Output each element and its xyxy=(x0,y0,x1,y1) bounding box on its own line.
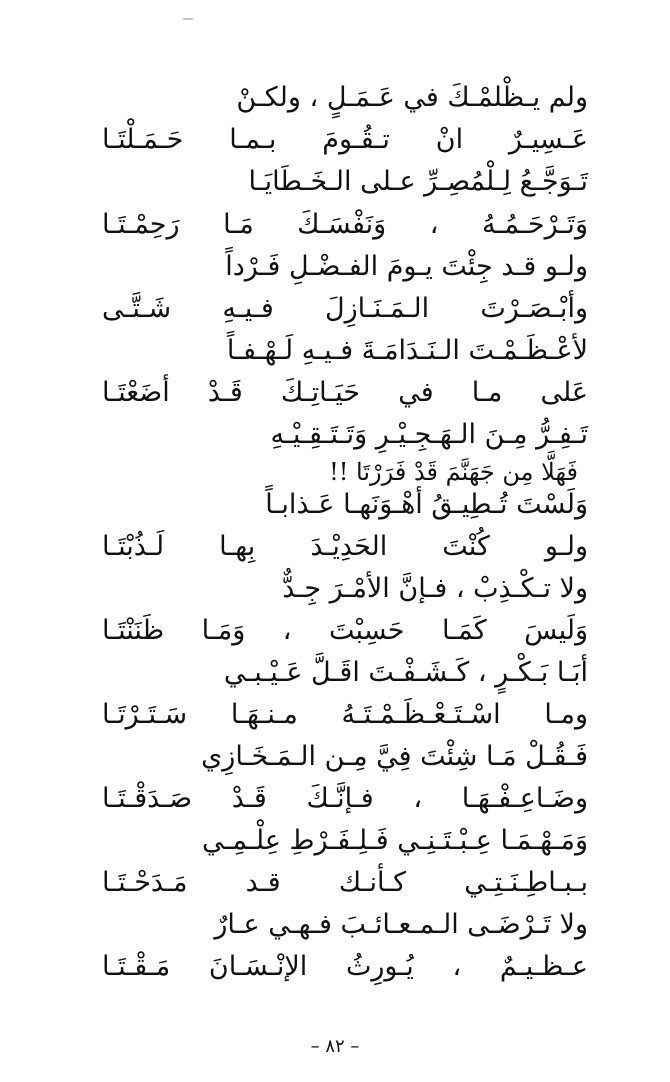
poem-line: وَلَيسَ كَمَـا حَسِبْتَ ، وَمَـا ظَنَنْتَـا xyxy=(102,615,588,646)
poem-line: لأعْـظَـمْـتَ الـنَـدَامَـةَ فـيـهِ لَـهْـفـاً xyxy=(226,335,588,366)
poem-line: ولم يـظْلمْـكَ في عَـمَـلٍ ، ولكـنْ xyxy=(236,82,588,113)
poem-line: عَلى مـا في حَيَـاتِـكَ قَـدْ أضَعْتَـا xyxy=(102,377,588,408)
poem-line: فَـقُـلْ مَـا شِئْتَ فِيَّ مِـن الـمَـخَـازِي xyxy=(201,741,588,772)
poem-line: وَمَـهْـمَـا عِـبْـتَـنِـي فَـلِـفَـرْطِ عِلْـمِـي xyxy=(201,825,588,856)
poem-line: وضَـاعِـفْـهَـا ، فـإنَّـكَ قَـدْ صَـدَقْـتَـا xyxy=(102,783,588,814)
poem-line: ولـو قـد جِئْتَ يـومَ الفـضْـلِ فَـرْداً xyxy=(225,251,588,282)
poem-line: تَـوَجَّـعُ لِـلْمُصِـرِّ عـلى الـخَـطَايَـا xyxy=(248,166,588,197)
poem-line: ولا تَـرْضَـى الـمـعـائـبَ فـهـي عـارٌ xyxy=(214,909,588,940)
poem-line: أبَـا بَـكْـرٍ ، كَـشَـفْـتَ اقَـلَّ عَـيْـبـي xyxy=(223,657,588,688)
poem-line: عـظـيـمٌ ، يُـورِثُ الإنْـسَـانَ مَـقْـتَـا xyxy=(102,951,588,982)
poem-line: ولا تـكْـذِبْ ، فـإنَّ الأمْـرَ جِـدٌّ xyxy=(282,573,588,604)
poem-line: ولـو كُنْتَ الحَدِيْـدَ بِهـا لَـذُبْتَـا xyxy=(102,531,588,562)
page-number: – ٨٢ – xyxy=(310,1036,360,1057)
poem-line: وأبْـصَـرْتَ الـمَـنَـازِلَ فـيـهِ شَـتَّـى xyxy=(102,293,588,324)
poem-line: عَـسِيـرٌ انْ تـقُـومَ بـمـا حَـمَـلْتَـا xyxy=(102,124,588,155)
poem-line: فَهَلَّا مِن جَهَنَّمَ قَدْ فَرَرْتَا !! xyxy=(329,458,578,486)
poem-line: بـبـاطِـنَـتِـي كـأنـك قـد مَـدَحْـتَـا xyxy=(102,867,588,898)
poem-line: ومـا اسْـتَـعْـظَـمْـتَـهُ مـنـهَـا سَـتَـرْتَـا xyxy=(102,699,588,730)
poem-line: تَـفِـرُّ مِـنَ الـهَـجِـيْـرِ وَتَـتَـقِـيْـهِ xyxy=(270,419,588,450)
poem-line: وَلَسْتَ تُـطِيـقُ أهْـوَنَهـا عَـذابـاً xyxy=(265,489,588,520)
poem-line: وَتَـرْحَـمُـهُ ، وَنَفْسَـكَ مَـا رَحِمْـتَـا xyxy=(102,209,588,240)
scan-mark xyxy=(183,18,193,20)
